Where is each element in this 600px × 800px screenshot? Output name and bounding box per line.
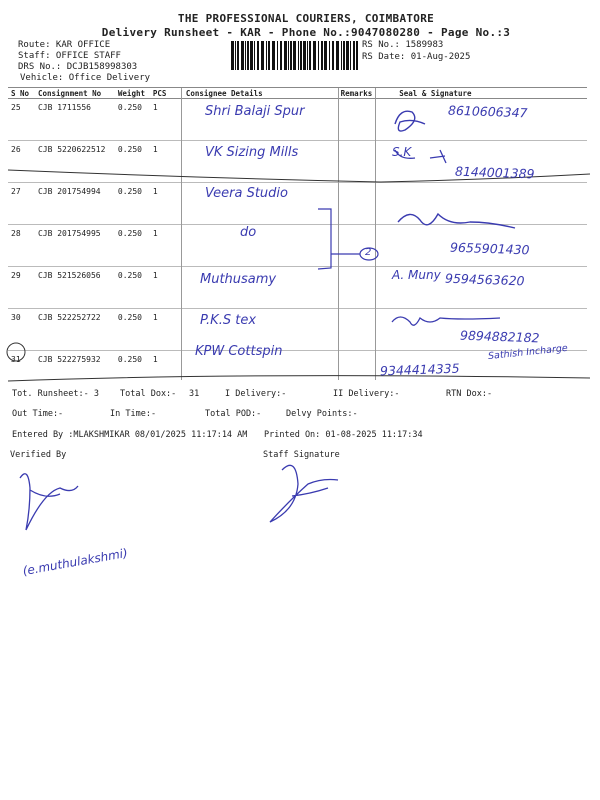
ii-delivery: II Delivery:- [333,389,400,399]
barcode-bar [356,41,358,70]
consignment-cell: CJB 522275932 [37,355,101,364]
consignee-divider [181,88,182,380]
remarks-cell [338,309,376,351]
handwritten-consignee: VK Sizing Mills [205,145,299,160]
barcode-bar [272,41,275,70]
barcode-bar [247,41,249,70]
handwritten-phone: 8610606347 [447,102,528,121]
rs-date: RS Date: 01-Aug-2025 [362,52,471,62]
handwritten-consignee: do [240,225,257,240]
barcode-bar [245,41,246,70]
weight-cell: 0.250 [115,309,150,351]
barcode-bar [266,41,267,70]
consignment-cell: CJB 201754995 [35,225,115,267]
pcs-cell: 1 [152,355,158,364]
barcode-bar [293,41,296,70]
table-header-row [8,88,587,99]
handwritten-phone: 8144001389 [454,163,535,182]
barcode-bar [284,41,287,70]
rs-number: RS No.: 1589983 [362,40,444,50]
barcode-bar [237,41,239,70]
in-time: In Time:- [110,409,157,419]
barcode-bar [318,41,319,70]
remarks-cell [338,183,376,225]
consignee-cell [183,225,338,267]
sno-cell: 31 [11,355,21,364]
printed-on: Printed On: 01-08-2025 11:17:34 [264,430,423,440]
handwritten-consignee: Veera Studio [205,186,288,201]
col-pcs: PCS [150,88,183,99]
remarks-cell [338,141,376,183]
remarks-cell [338,225,376,267]
barcode-bar [321,41,323,70]
handwritten-signature-text: S.K [392,145,412,159]
runsheet-title: Delivery Runsheet - KAR - Phone No.:9047080280 - Page No.:3 [101,26,511,39]
handwritten-phone: 9655901430 [449,239,530,258]
sno-cell: 28 [8,225,35,267]
barcode-bar [254,41,255,70]
handwritten-phone: 9894882182 [459,327,540,346]
col-consignee: Consignee Details [183,88,338,99]
barcode-bar [290,41,292,70]
barcode-bar [329,41,330,70]
col-weight: Weight [115,88,150,99]
barcode-bar [336,41,339,70]
col-sno: S No [8,88,35,99]
out-time: Out Time:- [12,409,64,419]
tot-runsheet: Tot. Runsheet:- 3 [12,389,99,399]
handwritten-consignee: P.K.S tex [200,313,257,328]
consignment-cell: CJB 5220622512 [35,141,115,183]
barcode-bar [268,41,270,70]
remarks-divider [338,88,339,380]
sno-cell: 26 [8,141,35,183]
pcs-cell: 1 [150,99,183,141]
entered-by: Entered By :MLAKSHMIKAR 08/01/2025 11:17:14 AM [12,430,248,440]
weight-cell: 0.250 [115,183,150,225]
barcode-bar [280,41,282,70]
remarks-cell [338,267,376,309]
barcode-bar [277,41,278,70]
handwritten-name: (e.muthulakshmi) [21,545,129,579]
sno-cell: 25 [8,99,35,141]
handwritten-consignee: Muthusamy [200,272,277,287]
verified-by-label: Verified By [10,450,67,460]
total-dox-label: Total Dox:- [120,389,177,399]
pcs-cell: 1 [150,225,183,267]
barcode-bar [350,41,351,70]
barcode-bar [346,41,349,70]
bracket-mark: 2 [365,247,372,258]
consignment-cell: CJB 201754994 [35,183,115,225]
total-dox-value: 31 [189,389,200,399]
barcode-bar [309,41,311,70]
sno-cell: 30 [8,309,35,351]
handwritten-note: Sathish Incharge [487,342,569,363]
route-label: Route: KAR OFFICE [18,40,111,50]
col-consignment: Consignment No [35,88,115,99]
remarks-cell [338,351,376,382]
col-signature: Seal & Signature [375,88,587,99]
barcode-bar [298,41,299,70]
barcode-bar [332,41,334,70]
consignment-cell: CJB 522252722 [35,309,115,351]
staff-signature-label: Staff Signature [263,450,340,460]
col-remarks: Remarks [338,88,376,99]
pcs-cell: 1 [150,141,183,183]
sno-cell: 29 [8,267,35,309]
delvy-points: Delvy Points:- [286,409,358,419]
vehicle-label: Vehicle: Office Delivery [20,73,151,83]
barcode-bar [341,41,342,70]
barcode-bar [231,41,234,70]
sno-cell: 27 [8,183,35,225]
remarks-cell [338,99,376,141]
consignment-cell: CJB 1711556 [35,99,115,141]
weight-cell: 0.250 [115,225,150,267]
weight-cell: 0.250 [115,141,150,183]
barcode-bar [324,41,327,70]
weight-cell: 0.250 [115,99,150,141]
barcode-bar [353,41,355,70]
signature-cell [375,183,587,225]
barcode-bar [343,41,345,70]
handwritten-phone: 9344414335 [379,360,460,379]
rtn-dox: RTN Dox:- [446,389,493,399]
weight-cell: 0.250 [117,355,142,364]
drs-number: DRS No.: DCJB158998303 [18,62,138,72]
consignment-cell: CJB 521526056 [35,267,115,309]
signature-divider [375,88,376,380]
barcode-bar [303,41,306,70]
handwritten-phone: 9594563620 [444,270,525,289]
staff-label: Staff: OFFICE STAFF [18,51,121,61]
pcs-cell: 1 [150,309,183,351]
barcode-bar [313,41,316,70]
barcode-bar [250,41,253,70]
barcode-bar [235,41,236,70]
barcode-bar [288,41,289,70]
barcode-bar [241,41,244,70]
handwritten-signature-text: A. Muny [392,268,441,282]
handwritten-consignee: Shri Balaji Spur [205,104,305,119]
handwritten-consignee: KPW Cottspin [195,344,283,359]
barcode-bar [261,41,264,70]
total-pod: Total POD:- [205,409,262,419]
pcs-cell: 1 [150,267,183,309]
ink-verified-signature [20,474,78,530]
barcode-bar [300,41,302,70]
ink-staff-signature [270,465,338,522]
i-delivery: I Delivery:- [225,389,287,399]
barcode [231,41,358,70]
barcode-bar [307,41,308,70]
table-row [8,183,587,225]
company-name: THE PROFESSIONAL COURIERS, COIMBATORE [177,12,435,25]
pcs-cell: 1 [150,183,183,225]
weight-cell: 0.250 [115,267,150,309]
barcode-bar [257,41,259,70]
